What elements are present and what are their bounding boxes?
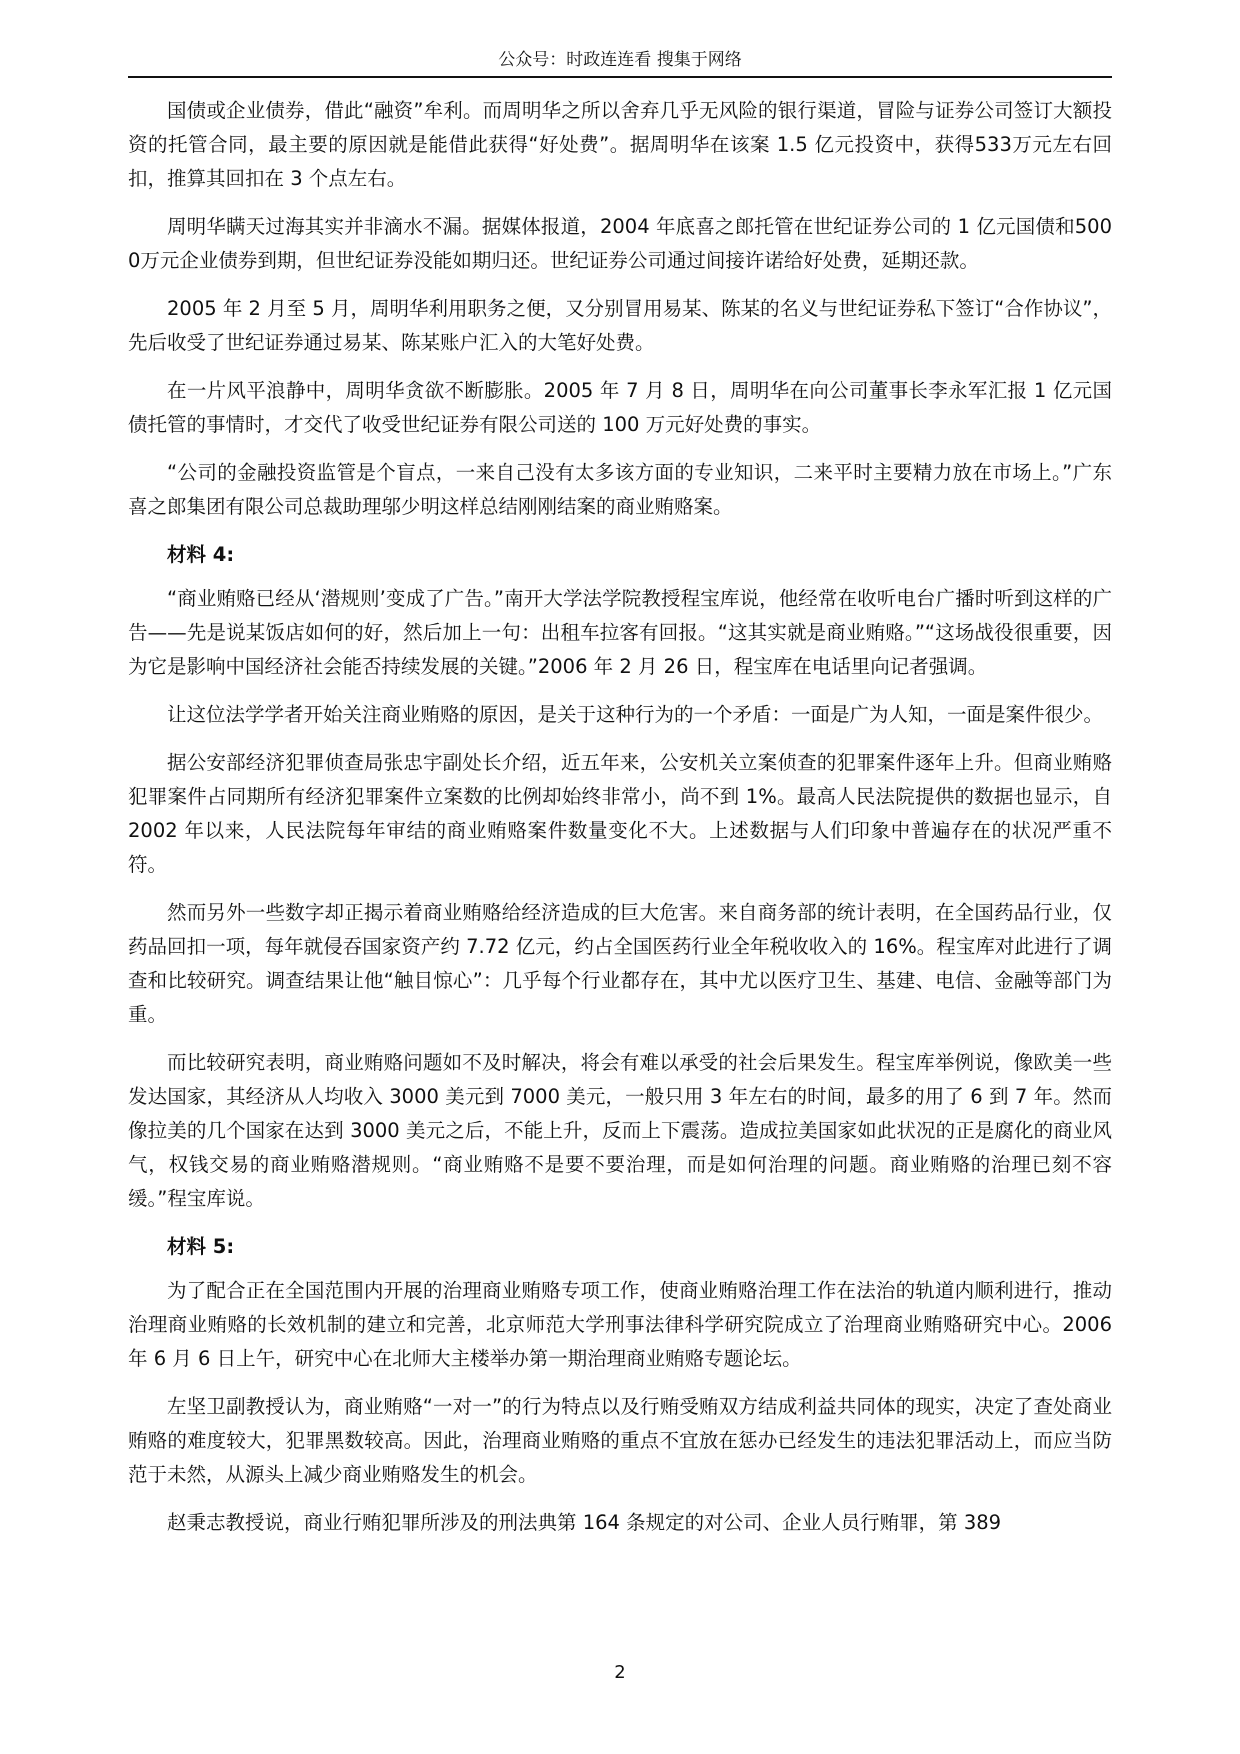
paragraph: 为了配合正在全国范围内开展的治理商业贿赂专项工作，使商业贿赂治理工作在法治的轨道内顺利进行，推动治理商业贿赂的长效机制的建立和完善，北京师范大学刑事法律科学研究院成立了治理商业贿赂研究中心。2006 年 6 月 6 日上午，研究中心在北师大主楼举办第一期治理商业贿赂专题论坛。 (128, 1279, 1112, 1370)
section-heading-material-5: 材料 5: (167, 1235, 235, 1258)
paragraph: 让这位法学学者开始关注商业贿赂的原因，是关于这种行为的一个矛盾：一面是广为人知，一面是案件很少。 (167, 703, 1104, 726)
paragraph: 周明华瞒天过海其实并非滴水不漏。据媒体报道，2004 年底喜之郎托管在世纪证券公司的 1 亿元国债和5000万元企业债券到期，但世纪证券没能如期归还。世纪证券公司通过间接许诺给好处费，延期还款。 (128, 215, 1112, 272)
page-number: 2 (614, 1662, 626, 1683)
paragraph: 据公安部经济犯罪侦查局张忠宇副处长介绍，近五年来，公安机关立案侦查的犯罪案件逐年上升。但商业贿赂犯罪案件占同期所有经济犯罪案件立案数的比例却始终非常小，尚不到 1%。最高人民法院提供的数据也显示，自 2002 年以来，人民法院每年审结的商业贿赂案件数量变化不大。上述数据与人们印象中普遍存在的状况严重不符。 (128, 751, 1112, 876)
paragraph: “公司的金融投资监管是个盲点，一来自己没有太多该方面的专业知识，二来平时主要精力放在市场上。”广东喜之郎集团有限公司总裁助理邬少明这样总结刚刚结案的商业贿赂案。 (128, 461, 1112, 518)
paragraph: 而比较研究表明，商业贿赂问题如不及时解决，将会有难以承受的社会后果发生。程宝库举例说，像欧美一些发达国家，其经济从人均收入 3000 美元到 7000 美元，一般只用 3 年左右的时间，最多的用了 6 到 7 年。然而像拉美的几个国家在达到 3000 美元之后，不能上升，反而上下震荡。造成拉美国家如此状况的正是腐化的商业风气，权钱交易的商业贿赂潜规则。“商业贿赂不是要不要治理，而是如何治理的问题。商业贿赂的治理已刻不容缓。”程宝库说。 (128, 1051, 1112, 1210)
paragraph: 国债或企业债券，借此“融资”牟利。而周明华之所以舍弃几乎无风险的银行渠道，冒险与证券公司签订大额投资的托管合同，最主要的原因就是能借此获得“好处费”。据周明华在该案 1.5 亿元投资中，获得533万元左右回扣，推算其回扣在 3 个点左右。 (128, 99, 1112, 190)
document-body (128, 94, 1112, 1554)
paragraph: “商业贿赂已经从‘潜规则’变成了广告。”南开大学法学院教授程宝库说，他经常在收听电台广播时听到这样的广告——先是说某饭店如何的好，然后加上一句：出租车拉客有回报。“这其实就是商业贿赂。”“这场战役很重要，因为它是影响中国经济社会能否持续发展的关键。”2006 年 2 月 26 日，程宝库在电话里向记者强调。 (128, 587, 1112, 678)
section-heading-material-4: 材料 4: (167, 543, 235, 566)
paragraph: 2005 年 2 月至 5 月，周明华利用职务之便，又分别冒用易某、陈某的名义与世纪证券私下签订“合作协议”，先后收受了世纪证券通过易某、陈某账户汇入的大笔好处费。 (128, 297, 1112, 354)
paragraph: 然而另外一些数字却正揭示着商业贿赂给经济造成的巨大危害。来自商务部的统计表明，在全国药品行业，仅药品回扣一项，每年就侵吞国家资产约 7.72 亿元，约占全国医药行业全年税收收入的 16%。程宝库对此进行了调查和比较研究。调查结果让他“触目惊心”：几乎每个行业都存在，其中尤以医疗卫生、基建、电信、金融等部门为重。 (128, 901, 1112, 1026)
paragraph: 左坚卫副教授认为，商业贿赂“一对一”的行为特点以及行贿受贿双方结成利益共同体的现实，决定了查处商业贿赂的难度较大，犯罪黑数较高。因此，治理商业贿赂的重点不宜放在惩办已经发生的违法犯罪活动上，而应当防范于未然，从源头上减少商业贿赂发生的机会。 (128, 1395, 1112, 1486)
paragraph: 赵秉志教授说，商业行贿犯罪所涉及的刑法典第 164 条规定的对公司、企业人员行贿罪，第 389 (167, 1511, 1002, 1534)
paragraph: 在一片风平浪静中，周明华贪欲不断膨胀。2005 年 7 月 8 日，周明华在向公司董事长李永军汇报 1 亿元国债托管的事情时，才交代了收受世纪证券有限公司送的 100 万元好处费的事实。 (128, 379, 1112, 436)
page-header: 公众号：时政连连看 搜集于网络 (128, 44, 1112, 78)
